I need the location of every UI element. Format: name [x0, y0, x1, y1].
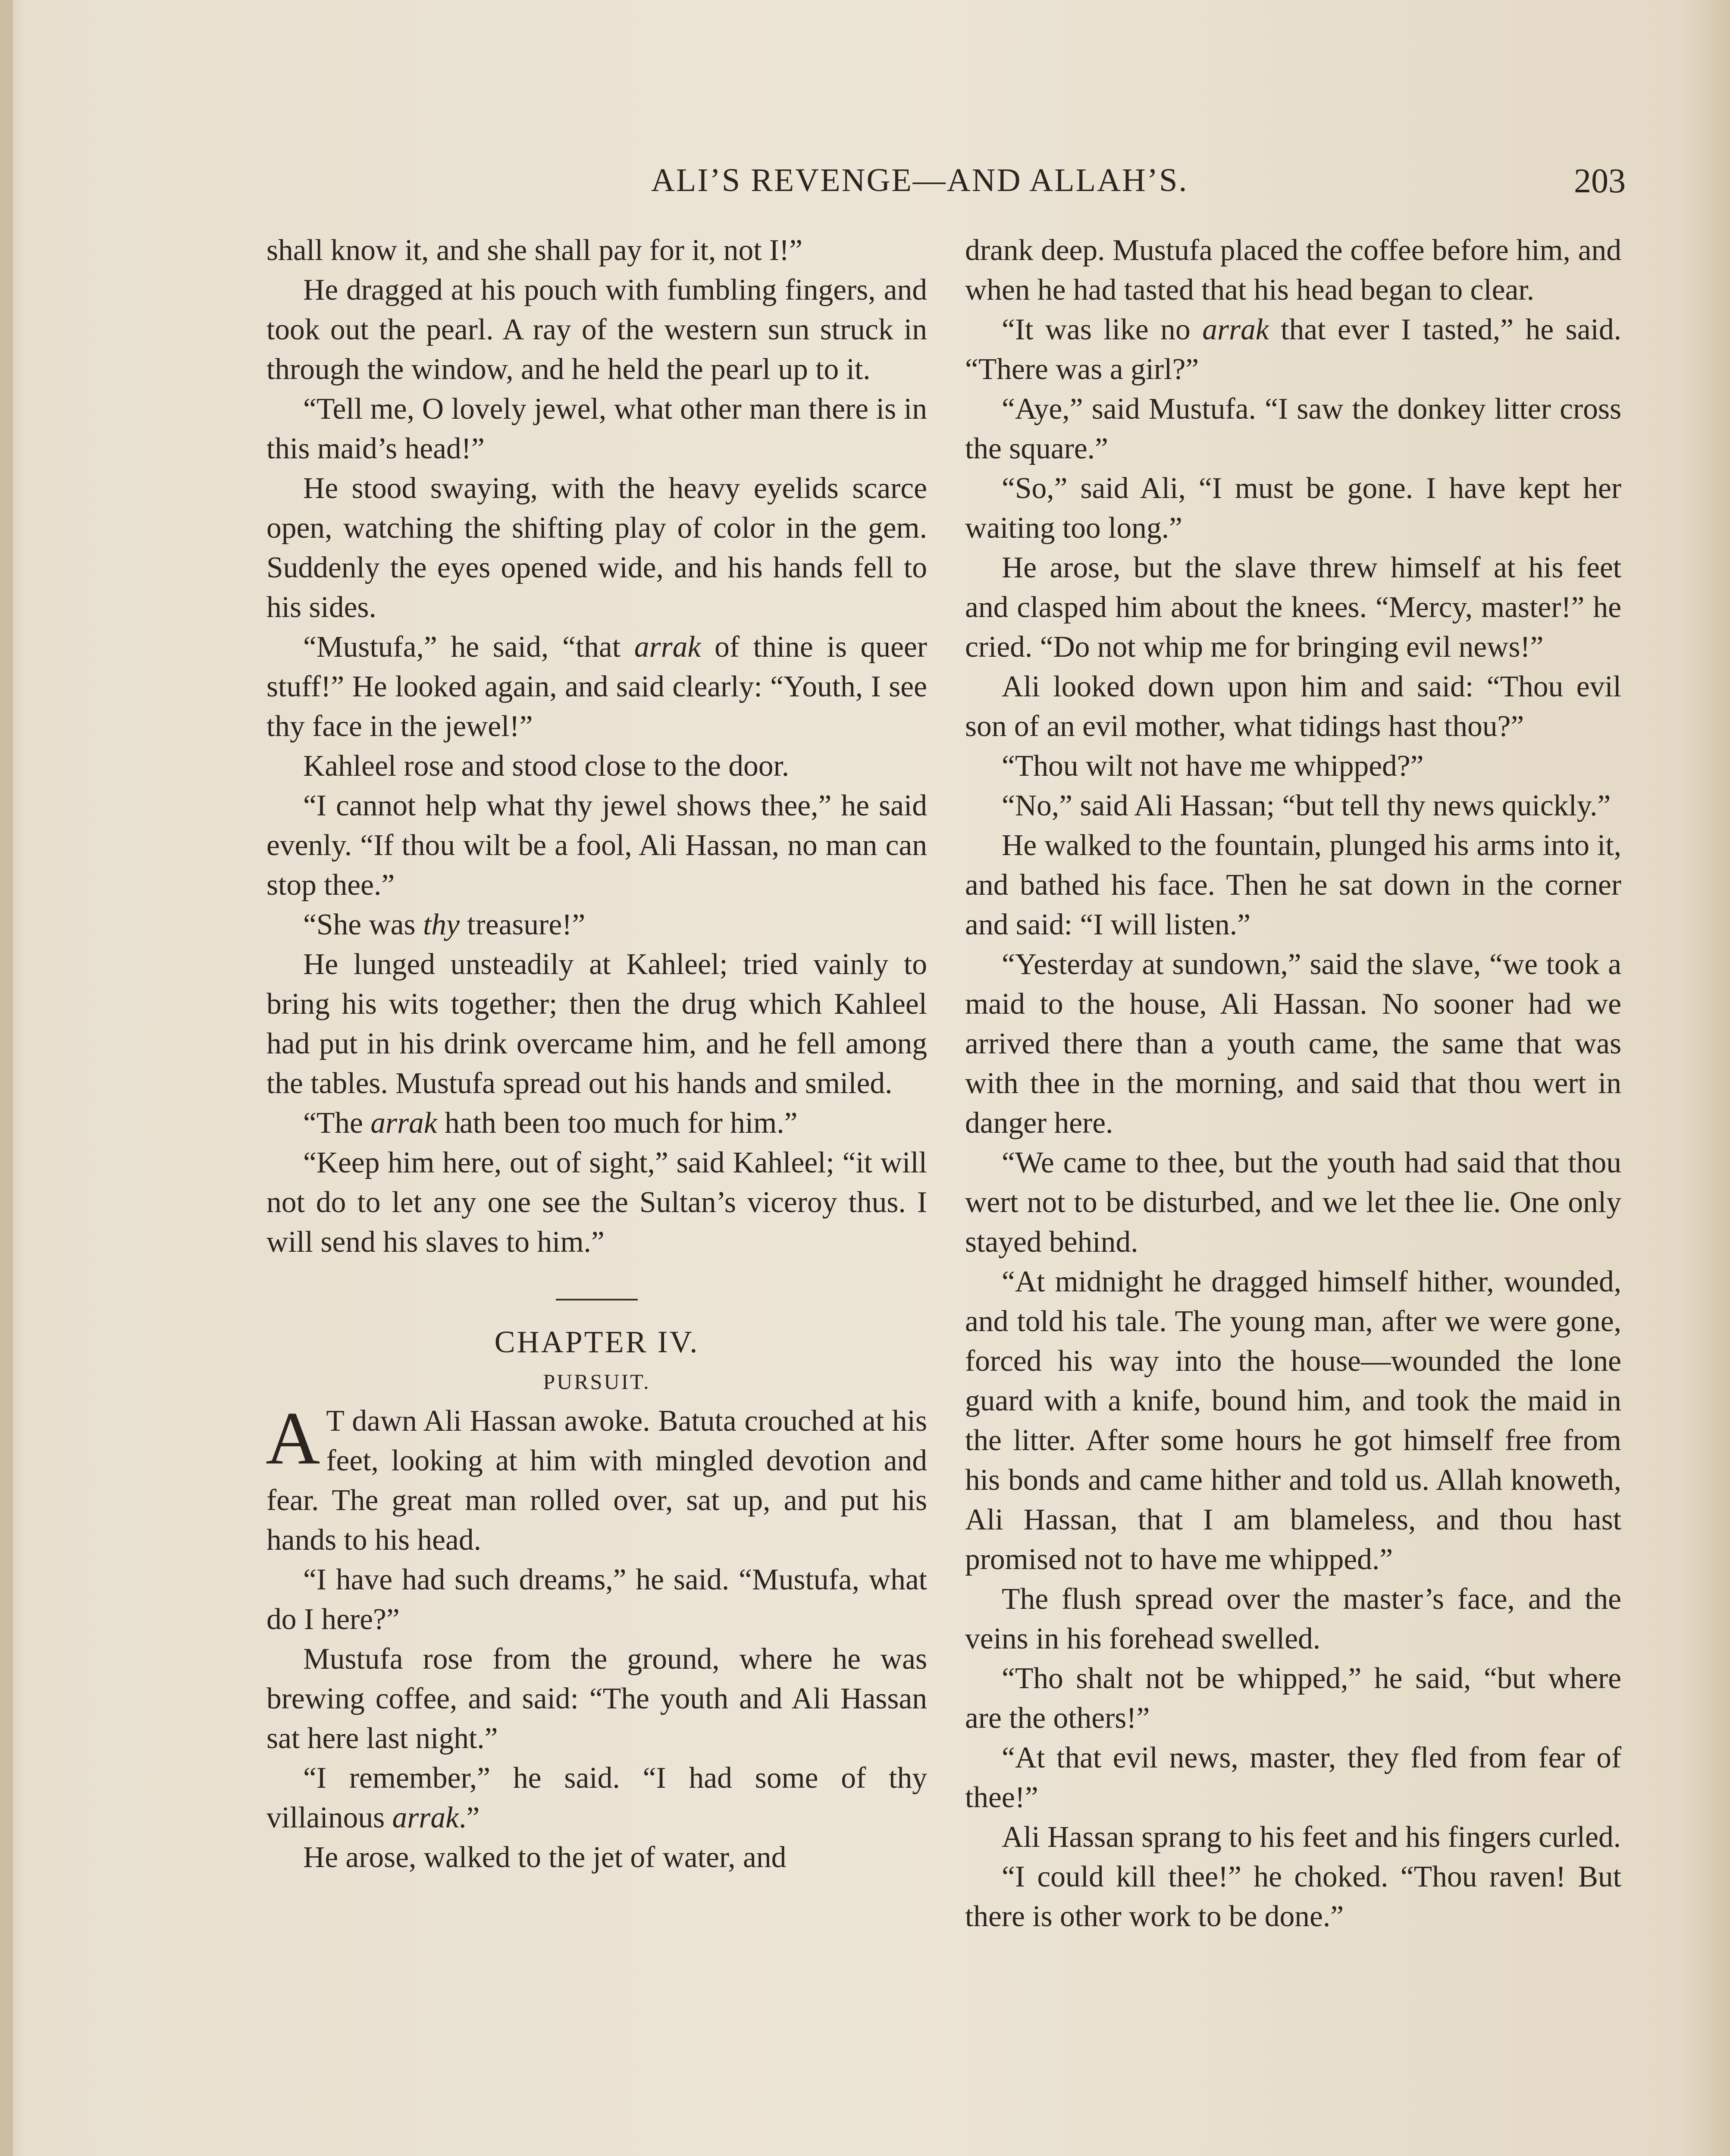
paragraph: “Tell me, O lovely jewel, what other man there is in this maid’s head!”: [266, 392, 927, 465]
paragraph: He walked to the fountain, plunged his arms into it, and bathed his face. Then he sat down in the corner and said: “I will listen.”: [965, 829, 1621, 941]
paragraph: He arose, walked to the jet of water, and: [303, 1841, 787, 1874]
paragraph: “I could kill thee!” he choked. “Thou raven! But there is other work to be done.”: [965, 1860, 1621, 1933]
paragraph: Ali looked down upon him and said: “Thou evil son of an evil mother, what tidings hast thou?”: [965, 670, 1621, 743]
paragraph: “Keep him here, out of sight,” said Kahleel; “it will not do to let any one see the Sultan’s viceroy thus. I will send his slaves to him.”: [266, 1146, 927, 1259]
paragraph: “I cannot help what thy jewel shows thee,” he said evenly. “If thou wilt be a fool, Ali Hassan, no man can stop thee.”: [266, 789, 927, 902]
paragraph: “At that evil news, master, they fled from fear of thee!”: [965, 1741, 1621, 1814]
paragraph: Mustufa rose from the ground, where he was brewing coffee, and said: “The youth and Ali Hassan sat here last night.”: [266, 1642, 927, 1755]
paragraph: “I have had such dreams,” he said. “Mustufa, what do I here?”: [266, 1563, 927, 1636]
paragraph: “Mustufa,” he said, “that arrak of thine is queer stuff!” He looked again, and said clearly: “Youth, I see thy face in the jewel!”: [266, 630, 927, 743]
paragraph: shall know it, and she shall pay for it, not I!”: [266, 234, 803, 267]
paragraph: “At midnight he dragged himself hither, wounded, and told his tale. The young man, after we were gone, forced his way into the house—wounded the lone guard with a knife, bound him, and took the maid in the litter. After some hours he got himself free from his bonds and came hither and told us. Allah knoweth, Ali Hassan, that I am blameless, and thou hast promised not to have me whipped.”: [965, 1265, 1621, 1576]
page-binding-edge: [0, 0, 13, 2156]
paragraph: He stood swaying, with the heavy eyelids scarce open, watching the shifting play of color in the gem. Suddenly the eyes opened wide, and his hands fell to his sides.: [266, 472, 927, 624]
paragraph: A T dawn Ali Hassan awoke. Batuta crouched at his feet, looking at him with mingled devotion and fear. The great man rolled over, sat up, and put his hands to his head.: [266, 1396, 927, 1557]
paragraph: He dragged at his pouch with fumbling fingers, and took out the pearl. A ray of the western sun struck in through the window, and he held the pearl up to it.: [266, 273, 927, 386]
paragraph: “We came to thee, but the youth had said that thou wert not to be disturbed, and we let thee lie. One only stayed behind.: [965, 1146, 1621, 1259]
paragraph: He lunged unsteadily at Kahleel; tried vainly to bring his wits together; then the drug which Kahleel had put in his drink overcame him, and he fell among the tables. Mustufa spread out his hands and smiled.: [266, 948, 927, 1100]
paragraph: “Aye,” said Mustufa. “I saw the donkey litter cross the square.”: [965, 392, 1621, 465]
paragraph: “No,” said Ali Hassan; “but tell thy news quickly.”: [1002, 789, 1611, 822]
chapter-subtitle: PURSUIT.: [543, 1369, 651, 1394]
chapter-title: CHAPTER IV.: [494, 1325, 699, 1359]
paragraph: Ali Hassan sprang to his feet and his fingers curled.: [1002, 1821, 1621, 1854]
paragraph: “The arrak hath been too much for him.”: [303, 1106, 798, 1140]
paragraph: Kahleel rose and stood close to the door.: [303, 749, 790, 783]
paragraph: He arose, but the slave threw himself at his feet and clasped him about the knees. “Mercy, master!” he cried. “Do not whip me for bringing evil news!”: [965, 551, 1621, 664]
paragraph: drank deep. Mustufa placed the coffee before him, and when he had tasted that his head began to clear.: [965, 234, 1621, 307]
paragraph: “She was thy treasure!”: [303, 908, 586, 941]
paragraph: “It was like no arrak that ever I tasted,” he said. “There was a girl?”: [965, 313, 1621, 386]
paragraph: “I remember,” he said. “I had some of thy villainous arrak.”: [266, 1761, 927, 1834]
paragraph: “Yesterday at sundown,” said the slave, “we took a maid to the house, Ali Hassan. No sooner had we arrived there than a youth came, the same that was with thee in the morning, and said that thou wert in danger here.: [965, 948, 1621, 1140]
section-divider: [556, 1299, 638, 1300]
left-column: [266, 231, 927, 1877]
paragraph: “Tho shalt not be whipped,” he said, “but where are the others!”: [965, 1662, 1621, 1735]
paragraph: “So,” said Ali, “I must be gone. I have kept her waiting too long.”: [965, 472, 1621, 545]
paragraph: The flush spread over the master’s face, and the veins in his forehead swelled.: [965, 1583, 1621, 1655]
page-header: [263, 162, 1626, 209]
paragraph: “Thou wilt not have me whipped?”: [1002, 749, 1424, 783]
running-title: ALI’S REVENGE—AND ALLAH’S.: [651, 162, 1188, 198]
page-number: 203: [1574, 162, 1626, 200]
right-column: [965, 231, 1621, 1937]
drop-cap: A: [266, 1396, 320, 1480]
